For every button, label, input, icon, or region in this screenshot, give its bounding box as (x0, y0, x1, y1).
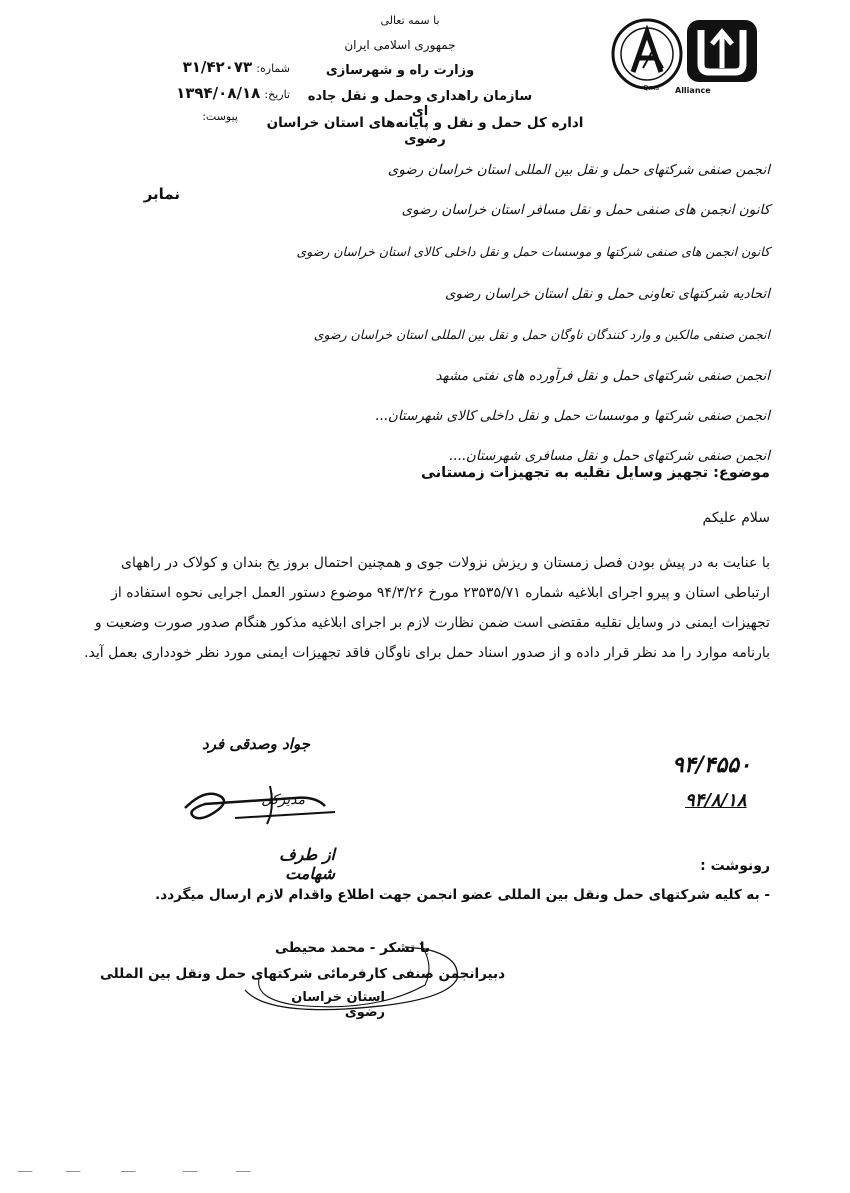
footer-mark: __ (18, 1158, 33, 1172)
letter-body (84, 548, 770, 668)
number-value: ۳۱/۴۲۰۷۳ (182, 58, 253, 76)
copy-label: رونوشت : (700, 858, 770, 874)
signature-icon (175, 778, 345, 838)
greeting: سلام علیکم (702, 510, 770, 526)
subject-line (360, 462, 770, 484)
list-item: انجمن صنفی شرکتهای حمل و نقل مسافری شهرستان.... (448, 448, 770, 464)
organization-title: سازمان راهداری وحمل و نقل جاده ای (307, 89, 533, 119)
signer-name: جواد وصدقی فرد (202, 735, 310, 753)
list-item: اتحادیه شرکتهای تعاونی حمل و نقل استان خراسان رضوی (444, 286, 770, 302)
footer-mark: __ (66, 1158, 81, 1172)
closing-province: استان خراسان رضوی (291, 990, 385, 1020)
number-label: شماره: (256, 62, 290, 75)
signer-title: مدیرکل (261, 792, 305, 808)
footer-mark: __ (183, 1158, 198, 1172)
stamp-icon (225, 935, 465, 1020)
signature-scribble (175, 778, 345, 838)
logo (605, 10, 765, 100)
letter-number (100, 58, 290, 76)
body-line: تجهیزات ایمنی در وسایل نقلیه مقتضی است ضمن نظارت لازم بر اجرای ابلاغیه مذکور هنگام صدور صورت وضعیت و (94, 615, 770, 631)
footer-mark: __ (121, 1158, 136, 1172)
closing-position: دبیرانجمن صنفی کارفرمائی شرکتهای حمل ونقل بین المللی (99, 966, 505, 982)
ministry-title: وزارت راه و شهرسازی (325, 63, 475, 78)
list-item: انجمن صنفی شرکتها و موسسات حمل و نقل داخلی کالای شهرستان... (375, 408, 770, 424)
list-item: کانون انجمن های صنفی حمل و نقل مسافر استان خراسان رضوی (401, 202, 770, 218)
recipient-list (296, 150, 770, 476)
list-item: انجمن صنفی شرکتهای حمل و نقل فرآورده های نفتی مشهد (435, 368, 770, 384)
logo-caption-right: Alliance (675, 86, 711, 95)
list-item: انجمن صنفی شرکتهای حمل و نقل بین المللی استان خراسان رضوی (387, 162, 770, 178)
bismillah: با سمه تعالی (380, 14, 440, 27)
body-line: بارنامه موارد را مد نظر قرار داده و از صدور اسناد حمل برای ناوگان فاقد تجهیزات ایمنی مورد نظر خودداری بعمل آید. (84, 645, 770, 661)
body-line: با عنایت به در پیش بودن فصل زمستان و ریزش نزولات جوی و همچنین احتمال بروز یخ بندان و کولاک در راههای (121, 555, 770, 571)
list-item: انجمن صنفی مالکین و وارد کنندگان ناوگان حمل و نقل بین المللی استان خراسان رضوی (313, 327, 770, 342)
handwritten-reg-number: ۹۴/۴۵۵۰ (672, 752, 751, 778)
closing-thanks: با تشکر - محمد محیطی (275, 940, 430, 956)
date-label: تاریخ: (264, 88, 290, 101)
subject-text: تجهیز وسایل نقلیه به تجهیزات زمستانی (421, 465, 709, 481)
attachment-label: پیوست: (202, 110, 238, 123)
date-value: ۱۳۹۴/۰۸/۱۸ (176, 84, 261, 102)
logo-caption-left: Qms (643, 84, 659, 92)
stamp-outline (225, 935, 465, 1020)
on-behalf: از طرف شهامت (279, 845, 335, 883)
body-line: ارتباطی استان و پیرو اجرای ابلاغیه شماره ۲۳۵۳۵/۷۱ مورخ ۹۴/۳/۲۶ موضوع دستور العمل اجرایی نحوه استفاده از (111, 585, 770, 601)
footer-marks (18, 1158, 318, 1174)
fax-label: نمابر (143, 185, 180, 203)
footer-mark: __ (236, 1158, 251, 1172)
directorate-title: اداره کل حمل و نقل و پایانه‌های استان خراسان رضوی (266, 115, 584, 147)
republic-title: جمهوری اسلامی ایران (344, 38, 456, 52)
list-item: کانون انجمن های صنفی شرکتها و موسسات حمل و نقل داخلی کالای استان خراسان رضوی (296, 244, 770, 259)
subject-label: موضوع: (713, 465, 770, 481)
letter-date (90, 84, 290, 102)
copy-line: - به کلیه شرکتهای حمل ونقل بین المللی عضو انجمن جهت اطلاع واقدام لازم ارسال میگردد. (155, 887, 770, 903)
handwritten-reg-date: ۹۴/۸/۱۸ (685, 790, 747, 811)
